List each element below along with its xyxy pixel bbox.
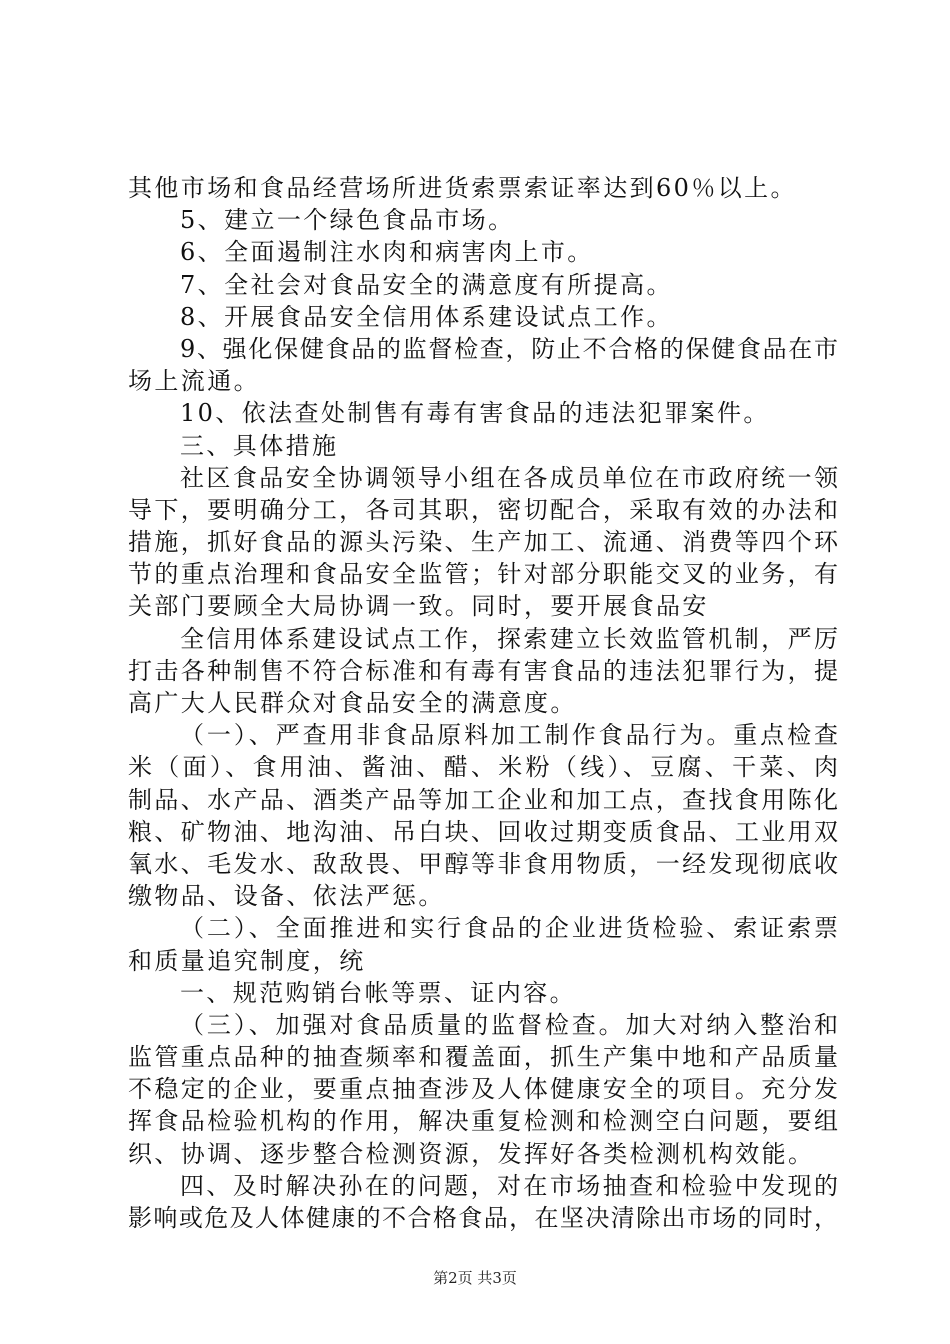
- text-line: 7、全社会对食品安全的满意度有所提高。: [180, 270, 673, 299]
- text-line: 织、协调、逐步整合检测资源，发挥好各类检测机构效能。: [128, 1139, 815, 1168]
- text-line: （二）、全面推进和实行食品的企业进货检验、索证索票: [180, 914, 838, 943]
- text-line: 缴物品、设备、依法严惩。: [128, 882, 445, 911]
- text-line: 节的重点治理和食品安全监管；针对部分职能交叉的业务，有: [128, 560, 838, 589]
- text-line: 6、全面遏制注水肉和病害肉上市。: [180, 238, 594, 267]
- text-line: 四、及时解决孙在的问题，对在市场抽查和检验中发现的: [180, 1171, 838, 1200]
- text-line: 措施，抓好食品的源头污染、生产加工、流通、消费等四个环: [128, 528, 838, 557]
- text-line: 9、强化保健食品的监督检查，防止不合格的保健食品在市: [180, 334, 838, 363]
- text-line: 和质量追究制度，统: [128, 946, 366, 975]
- text-line: 场上流通。: [128, 367, 260, 396]
- text-line: 全信用体系建设试点工作，探索建立长效监管机制，严厉: [180, 624, 838, 653]
- text-line: 8、开展食品安全信用体系建设试点工作。: [180, 302, 673, 331]
- text-line: 米（面）、食用油、酱油、醋、米粉（线）、豆腐、干菜、肉: [128, 753, 838, 782]
- text-line: （三）、加强对食品质量的监督检查。加大对纳入整治和: [180, 1010, 838, 1039]
- text-line: 5、建立一个绿色食品市场。: [180, 206, 515, 235]
- text-line: 三、具体措施: [180, 431, 339, 460]
- text-line: 制品、水产品、酒类产品等加工企业和加工点，查找食用陈化: [128, 785, 838, 814]
- page-footer: 第2页 共3页: [433, 1269, 517, 1287]
- text-line: 关部门要顾全大局协调一致。同时，要开展食品安: [128, 592, 709, 621]
- text-line: 10、依法查处制售有毒有害食品的违法犯罪案件。: [180, 399, 770, 428]
- text-line: 影响或危及人体健康的不合格食品，在坚决清除出市场的同时，: [128, 1204, 838, 1232]
- text-line: 高广大人民群众对食品安全的满意度。: [128, 689, 577, 717]
- text-line: 不稳定的企业，要重点抽查涉及人体健康安全的项目。充分发: [128, 1075, 838, 1104]
- document-body: [128, 172, 838, 1234]
- text-line: 导下，要明确分工，各司其职，密切配合，采取有效的办法和: [128, 495, 838, 524]
- text-line: （一）、严查用非食品原料加工制作食品行为。重点检查: [180, 721, 838, 750]
- text-line: 粮、矿物油、地沟油、吊白块、回收过期变质食品、工业用双: [128, 817, 838, 846]
- text-line: 打击各种制售不符合标准和有毒有害食品的违法犯罪行为，提: [128, 656, 838, 685]
- text-line: 一、规范购销台帐等票、证内容。: [180, 978, 576, 1007]
- text-line: 氧水、毛发水、敌敌畏、甲醇等非食用物质，一经发现彻底收: [128, 849, 838, 878]
- text-line: 监管重点品种的抽查频率和覆盖面，抓生产集中地和产品质量: [128, 1043, 838, 1072]
- text-line: 社区食品安全协调领导小组在各成员单位在市政府统一领: [180, 463, 838, 492]
- text-line: 挥食品检验机构的作用，解决重复检测和检测空白问题，要组: [128, 1107, 838, 1136]
- text-line: 其他市场和食品经营场所进货索票索证率达到60％以上。: [128, 174, 797, 202]
